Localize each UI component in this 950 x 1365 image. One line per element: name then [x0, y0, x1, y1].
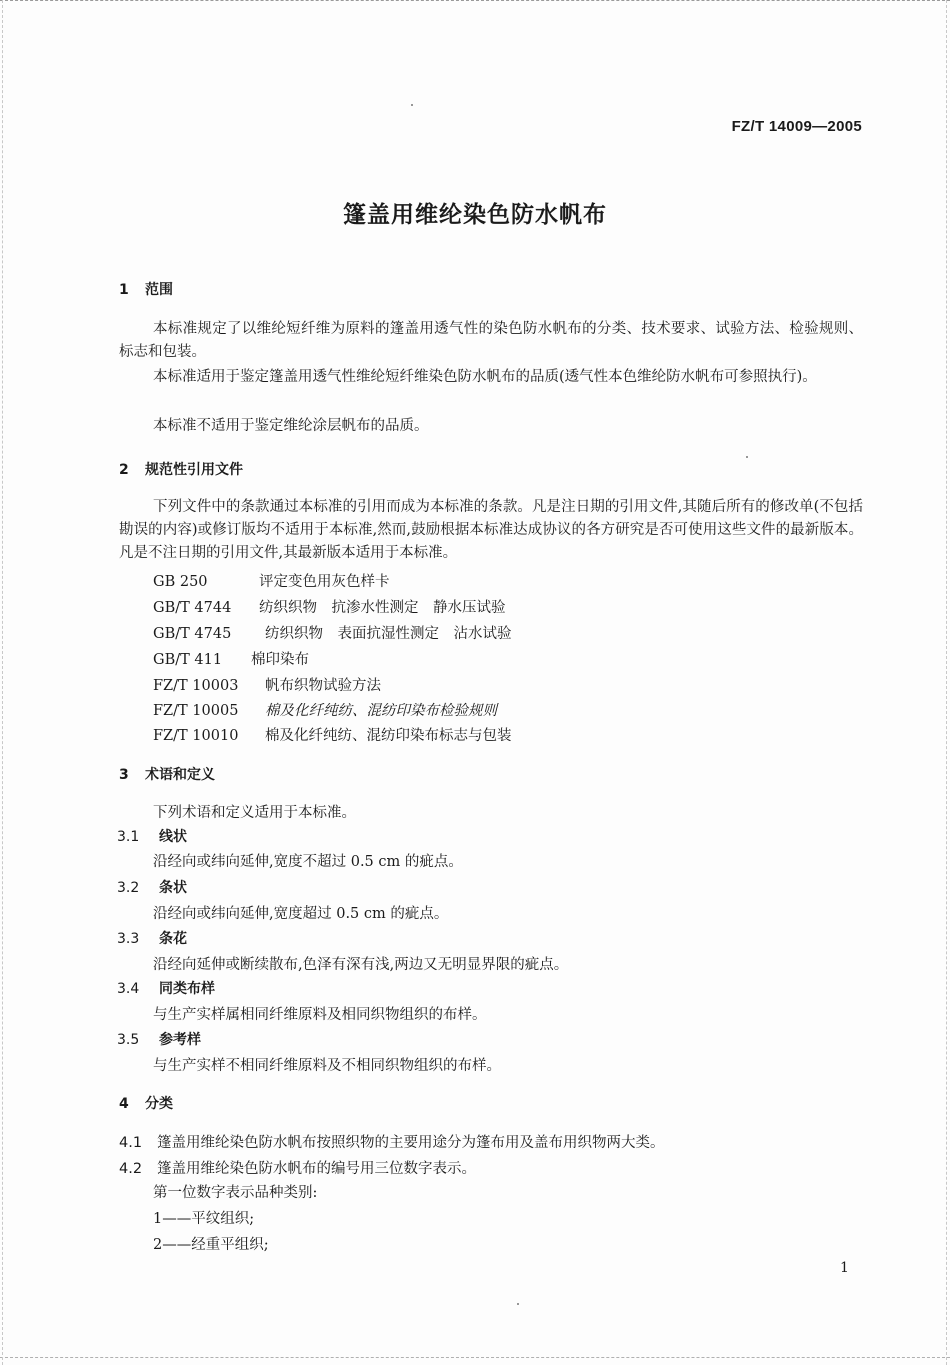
scan-speck [411, 104, 413, 106]
digit-option: 2——经重平组织; [153, 1237, 269, 1253]
classification-clause [119, 1157, 476, 1178]
reference-title: 纺织织物 表面抗湿性测定 沾水试验 [265, 626, 512, 642]
term-name: 线状 [159, 829, 187, 845]
term-heading [117, 928, 187, 948]
standard-code: FZ/T 14009—2005 [731, 118, 862, 135]
section-2-heading [119, 459, 243, 479]
term-name: 同类布样 [159, 981, 215, 997]
term-number: 3.1 [117, 829, 140, 845]
section-title: 范围 [145, 282, 173, 298]
reference-code: FZ/T 10003 [153, 678, 239, 694]
reference-item [153, 622, 512, 643]
reference-title: 评定变色用灰色样卡 [259, 574, 390, 590]
clause-text: 篷盖用维纶染色防水帆布按照织物的主要用途分为篷布用及盖布用织物两大类。 [157, 1135, 665, 1151]
clause-number: 4.1 [119, 1135, 143, 1151]
scan-speck [746, 456, 748, 458]
reference-item [153, 724, 512, 745]
term-definition: 与生产实样不相同纤维原料及不相同织物组织的布样。 [153, 1058, 501, 1074]
section-4-heading [119, 1093, 173, 1113]
reference-code: GB/T 411 [153, 652, 223, 668]
section-number: 2 [119, 462, 129, 478]
reference-code: GB/T 4745 [153, 626, 232, 642]
reference-code: GB 250 [153, 574, 208, 590]
reference-code: FZ/T 10005 [153, 703, 239, 719]
reference-title: 纺织织物 抗渗水性测定 静水压试验 [259, 600, 506, 616]
term-definition: 沿经向或纬向延伸,宽度不超过 0.5 cm 的疵点。 [153, 854, 463, 870]
term-number: 3.2 [117, 880, 140, 896]
document-title: 篷盖用维纶染色防水帆布 [343, 202, 607, 228]
reference-item [153, 570, 390, 591]
reference-code: FZ/T 10010 [153, 728, 239, 744]
section-3-heading [119, 764, 215, 784]
references-intro: 下列文件中的条款通过本标准的引用而成为本标准的条款。凡是注日期的引用文件,其随后所有的修改单(不包括勘误的内容)或修订版均不适用于本标准,然而,鼓励根据本标准达成协议的各方研究是否可使用这些文件的最新版本。凡是不注日期的引用文件,其最新版本适用于本标准。 [119, 499, 863, 561]
first-digit-intro: 第一位数字表示品种类别: [153, 1185, 318, 1201]
reference-title: 棉及化纤纯纺、混纺印染布标志与包装 [265, 728, 512, 744]
scope-paragraph: 本标准规定了以维纶短纤维为原料的篷盖用透气性的染色防水帆布的分类、技术要求、试验方法、检验规则、标志和包装。 [119, 321, 863, 360]
term-name: 条状 [159, 880, 187, 896]
term-definition: 沿经向延伸或断续散布,色泽有深有浅,两边又无明显界限的疵点。 [153, 957, 569, 973]
reference-item [153, 596, 506, 617]
reference-code: GB/T 4744 [153, 600, 232, 616]
digit-option: 1——平纹组织; [153, 1211, 255, 1227]
term-number: 3.3 [117, 931, 140, 947]
term-name: 参考样 [159, 1032, 201, 1048]
scope-paragraph: 本标准不适用于鉴定维纶涂层帆布的品质。 [153, 418, 429, 434]
scan-edge-top [0, 0, 950, 3]
term-heading [117, 877, 187, 897]
term-number: 3.4 [117, 981, 140, 997]
scan-edge-bottom [0, 1357, 950, 1360]
term-heading [117, 978, 215, 998]
reference-title: 棉及化纤纯纺、混纺印染布检验规则 [265, 703, 497, 719]
term-definition: 沿经向或纬向延伸,宽度超过 0.5 cm 的疵点。 [153, 906, 449, 922]
term-heading [117, 826, 187, 846]
section-number: 3 [119, 767, 129, 783]
section-number: 1 [119, 282, 129, 298]
reference-title: 帆布织物试验方法 [265, 678, 381, 694]
reference-title: 棉印染布 [251, 652, 309, 668]
reference-item [153, 699, 497, 720]
section-number: 4 [119, 1096, 129, 1112]
terms-intro: 下列术语和定义适用于本标准。 [153, 805, 356, 821]
section-title: 分类 [145, 1096, 173, 1112]
section-title: 术语和定义 [145, 767, 215, 783]
clause-number: 4.2 [119, 1161, 143, 1177]
term-name: 条花 [159, 931, 187, 947]
section-1-heading [119, 279, 173, 299]
clause-text: 篷盖用维纶染色防水帆布的编号用三位数字表示。 [157, 1161, 476, 1177]
page-number: 1 [840, 1260, 849, 1276]
reference-item [153, 674, 381, 695]
term-definition: 与生产实样属相同纤维原料及相同织物组织的布样。 [153, 1007, 487, 1023]
reference-item [153, 648, 309, 669]
scan-speck [517, 1303, 519, 1305]
term-heading [117, 1029, 201, 1049]
scope-paragraph: 本标准适用于鉴定篷盖用透气性维纶短纤维染色防水帆布的品质(透气性本色维纶防水帆布可参照执行)。 [153, 369, 817, 385]
classification-clause [119, 1131, 665, 1152]
term-number: 3.5 [117, 1032, 140, 1048]
section-title: 规范性引用文件 [145, 462, 243, 478]
